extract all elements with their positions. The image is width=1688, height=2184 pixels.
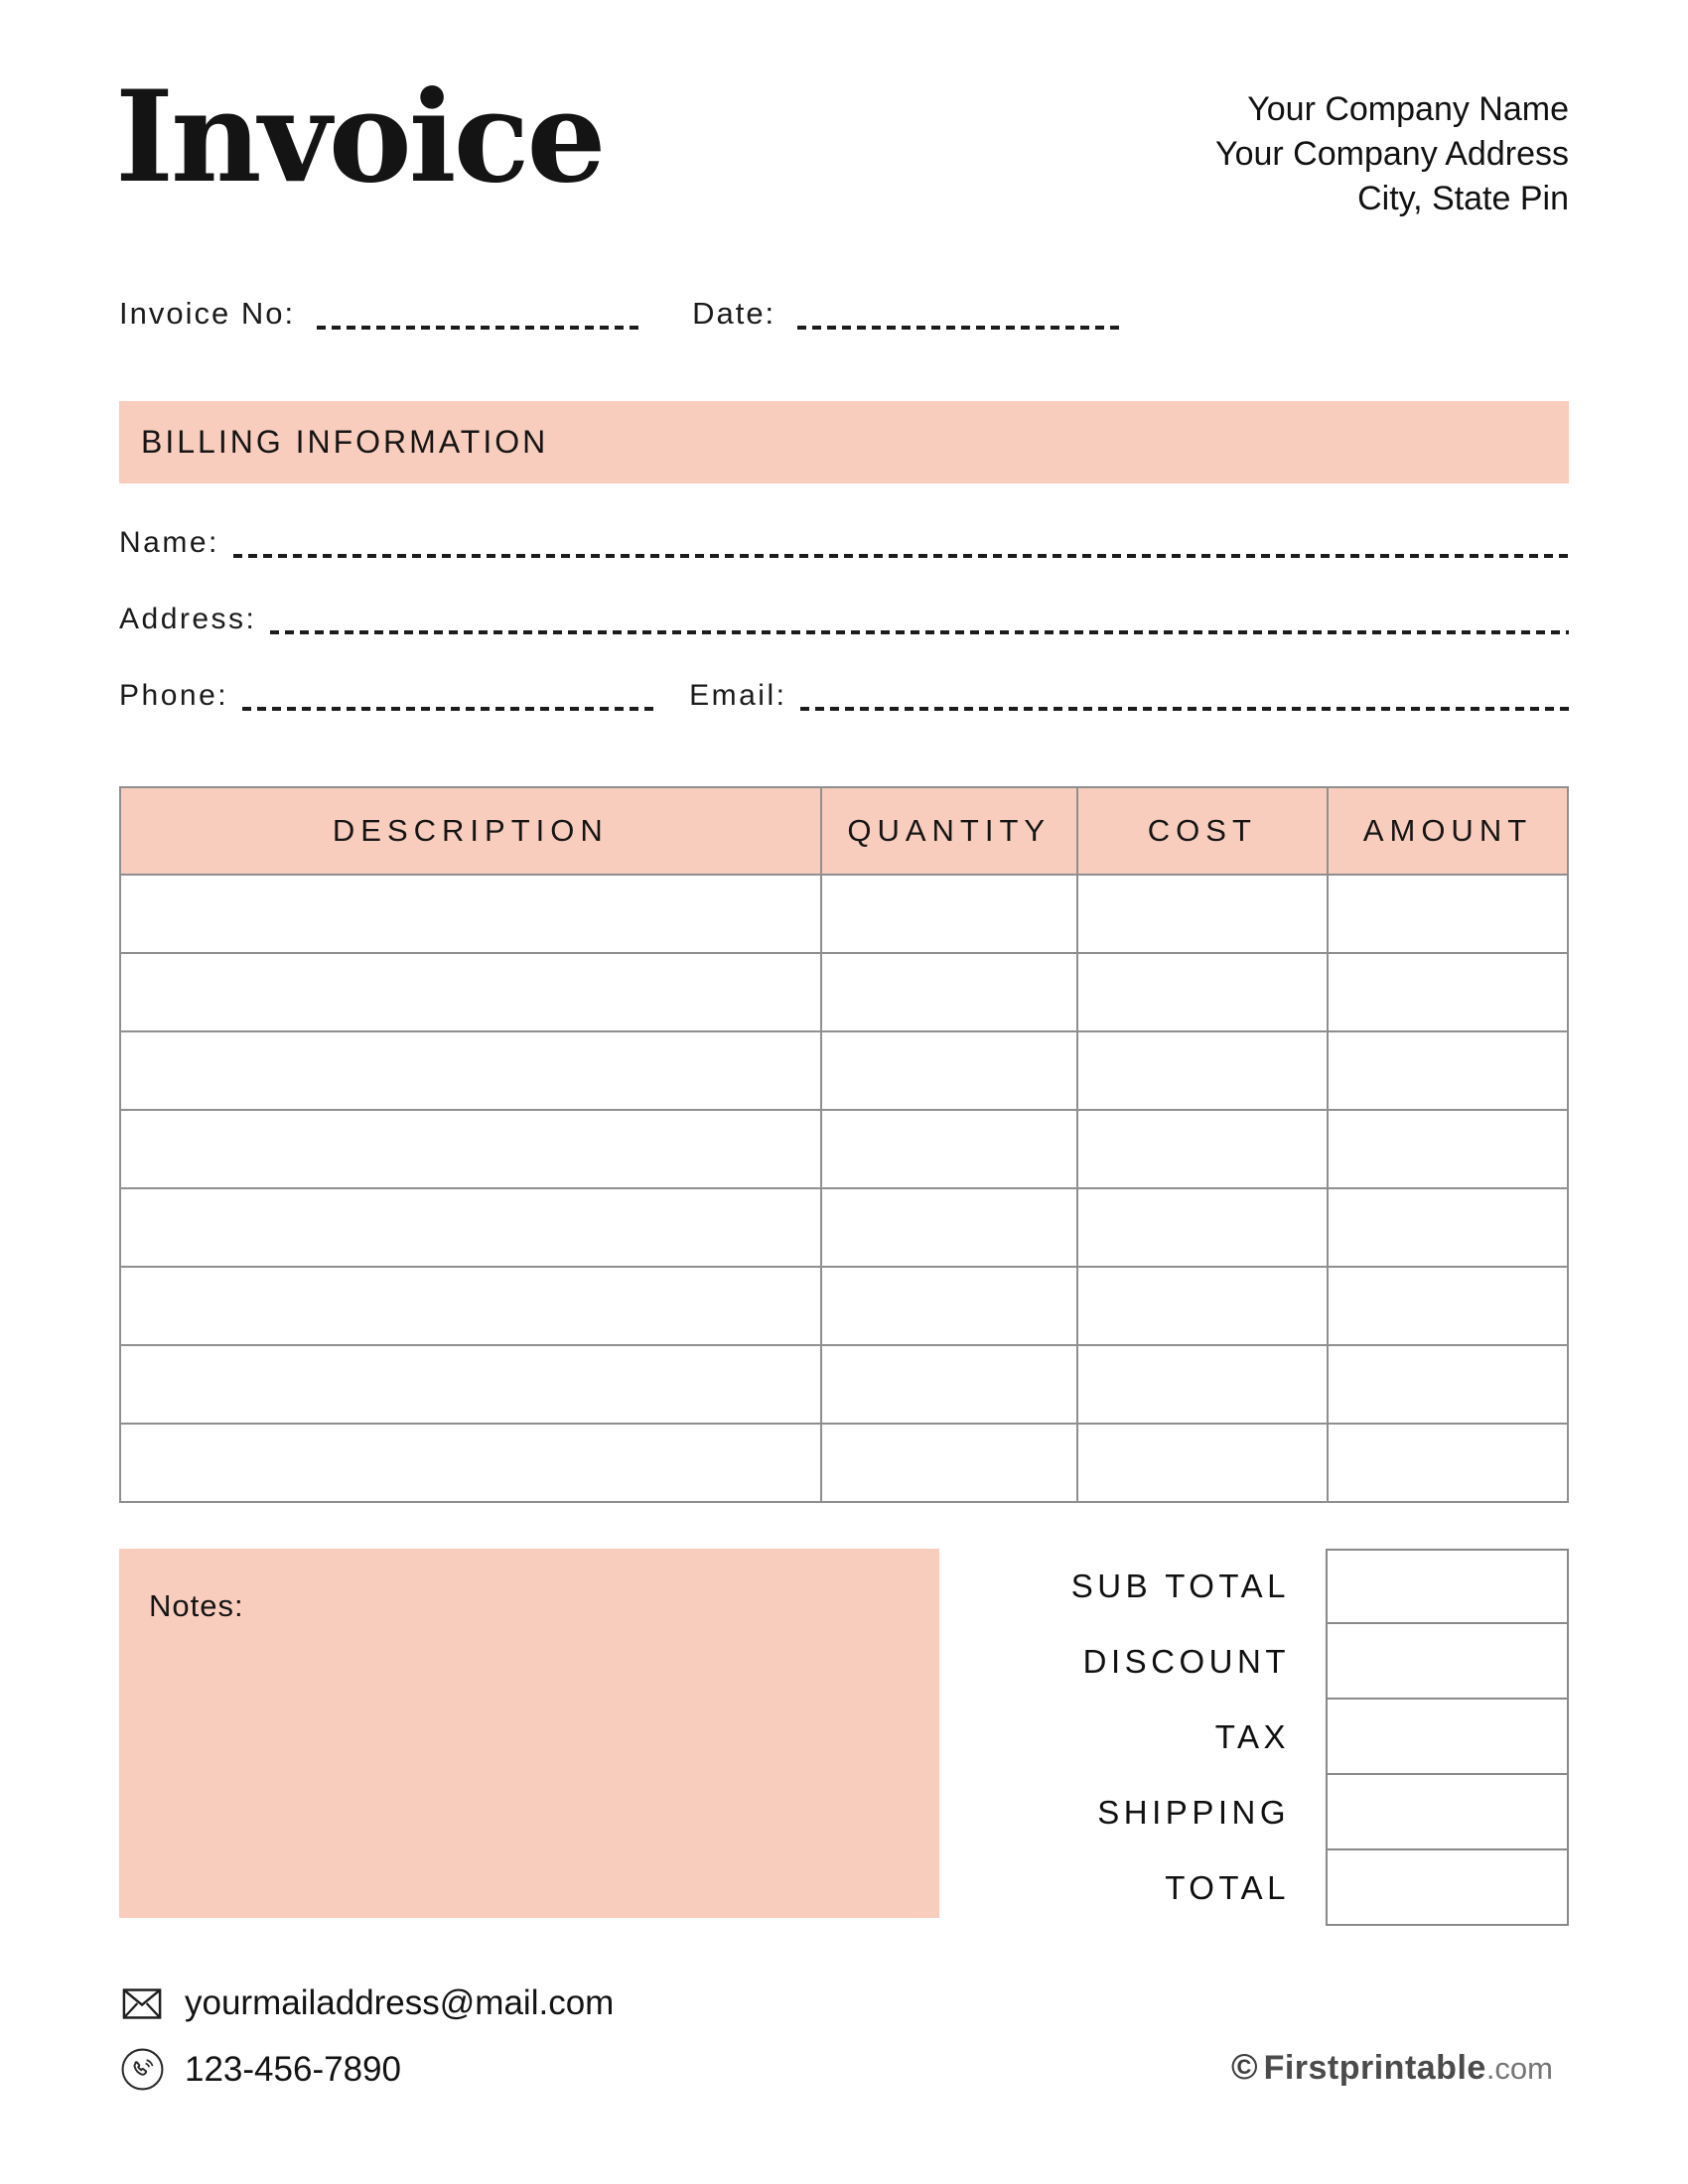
phone-icon <box>119 2047 165 2092</box>
item-cell-description[interactable] <box>120 1267 821 1345</box>
item-cell-quantity[interactable] <box>821 1031 1077 1110</box>
item-cell-cost[interactable] <box>1077 1345 1328 1424</box>
item-row <box>120 1188 1568 1267</box>
page-title: Invoice <box>115 64 604 210</box>
item-cell-description[interactable] <box>120 1188 821 1267</box>
notes-area[interactable] <box>119 1549 939 1918</box>
column-header-quantity: QUANTITY <box>821 787 1077 875</box>
item-cell-description[interactable] <box>120 1424 821 1502</box>
company-info <box>1215 58 1569 221</box>
item-cell-quantity[interactable] <box>821 1345 1077 1424</box>
date-label: Date: <box>692 296 776 331</box>
total-value-box[interactable] <box>1326 1848 1569 1926</box>
item-cell-amount[interactable] <box>1328 1110 1568 1188</box>
item-cell-quantity[interactable] <box>821 1110 1077 1188</box>
discount-value-box[interactable] <box>1326 1622 1569 1700</box>
copyright-icon: © <box>1231 2046 1258 2087</box>
item-row <box>120 1267 1568 1345</box>
subtotal-value-box[interactable] <box>1326 1549 1569 1624</box>
item-cell-cost[interactable] <box>1077 1188 1328 1267</box>
address-row <box>119 593 1569 636</box>
site-suffix: .com <box>1485 2051 1553 2086</box>
item-cell-amount[interactable] <box>1328 1031 1568 1110</box>
summary-section <box>119 1549 1569 1926</box>
shipping-label: SHIPPING <box>1097 1794 1290 1831</box>
phone-email-row <box>119 669 1569 713</box>
address-label: Address: <box>119 603 257 635</box>
company-city: City, State Pin <box>1357 180 1569 217</box>
item-cell-cost[interactable] <box>1077 1267 1328 1345</box>
item-cell-cost[interactable] <box>1077 1424 1328 1502</box>
tax-label: TAX <box>1214 1718 1290 1755</box>
discount-row <box>939 1624 1569 1700</box>
billing-section-title: BILLING INFORMATION <box>141 424 549 460</box>
email-contact-row <box>119 1983 1569 2023</box>
subtotal-row <box>939 1549 1569 1624</box>
item-row <box>120 1031 1568 1110</box>
name-label: Name: <box>119 526 219 559</box>
envelope-icon <box>119 1988 165 2019</box>
item-cell-description[interactable] <box>120 875 821 953</box>
item-cell-description[interactable] <box>120 1110 821 1188</box>
item-cell-quantity[interactable] <box>821 1267 1077 1345</box>
header <box>115 0 1569 224</box>
column-header-cost: COST <box>1077 787 1328 875</box>
item-row <box>120 1345 1568 1424</box>
item-cell-quantity[interactable] <box>821 875 1077 953</box>
item-cell-description[interactable] <box>120 1031 821 1110</box>
email-field[interactable] <box>800 707 1569 711</box>
item-cell-cost[interactable] <box>1077 1110 1328 1188</box>
email-label: Email: <box>689 679 787 712</box>
company-address: Your Company Address <box>1215 135 1569 173</box>
items-table-body <box>120 875 1568 1502</box>
phone-field[interactable] <box>242 707 657 711</box>
invoice-no-field[interactable] <box>317 326 644 330</box>
items-table <box>119 786 1569 1503</box>
tax-row <box>939 1700 1569 1775</box>
item-cell-quantity[interactable] <box>821 953 1077 1031</box>
footer <box>119 1983 1569 2092</box>
item-cell-description[interactable] <box>120 1345 821 1424</box>
item-cell-cost[interactable] <box>1077 953 1328 1031</box>
invoice-no-label: Invoice No: <box>119 296 296 331</box>
billing-section-header <box>119 401 1569 483</box>
billing-fields <box>119 516 1569 713</box>
item-cell-cost[interactable] <box>1077 1031 1328 1110</box>
item-row <box>120 953 1568 1031</box>
item-cell-amount[interactable] <box>1328 875 1568 953</box>
shipping-row <box>939 1775 1569 1850</box>
invoice-meta-row <box>119 286 1569 332</box>
item-cell-quantity[interactable] <box>821 1188 1077 1267</box>
item-cell-quantity[interactable] <box>821 1424 1077 1502</box>
totals-section <box>939 1549 1569 1926</box>
item-cell-description[interactable] <box>120 953 821 1031</box>
shipping-value-box[interactable] <box>1326 1773 1569 1850</box>
column-header-amount: AMOUNT <box>1328 787 1568 875</box>
column-header-description: DESCRIPTION <box>120 787 821 875</box>
company-name: Your Company Name <box>1247 90 1569 128</box>
item-row <box>120 1110 1568 1188</box>
item-cell-amount[interactable] <box>1328 1424 1568 1502</box>
item-cell-amount[interactable] <box>1328 1188 1568 1267</box>
item-cell-amount[interactable] <box>1328 1267 1568 1345</box>
subtotal-label: SUB TOTAL <box>1070 1568 1290 1604</box>
item-row <box>120 1424 1568 1502</box>
item-cell-cost[interactable] <box>1077 875 1328 953</box>
name-row <box>119 516 1569 560</box>
item-row <box>120 875 1568 953</box>
tax-value-box[interactable] <box>1326 1698 1569 1775</box>
date-field[interactable] <box>797 326 1125 330</box>
site-branding <box>1231 2046 1553 2088</box>
total-label: TOTAL <box>1165 1869 1290 1906</box>
name-field[interactable] <box>233 554 1569 558</box>
items-table-header-row <box>120 787 1568 875</box>
item-cell-amount[interactable] <box>1328 953 1568 1031</box>
total-row <box>939 1850 1569 1926</box>
contact-email: yourmailaddress@mail.com <box>185 1983 615 2022</box>
contact-phone: 123-456-7890 <box>185 2049 401 2089</box>
phone-label: Phone: <box>119 679 229 712</box>
discount-label: DISCOUNT <box>1082 1643 1290 1680</box>
notes-label: Notes: <box>149 1588 244 1623</box>
address-field[interactable] <box>270 630 1569 634</box>
site-name: Firstprintable <box>1263 2049 1486 2087</box>
item-cell-amount[interactable] <box>1328 1345 1568 1424</box>
